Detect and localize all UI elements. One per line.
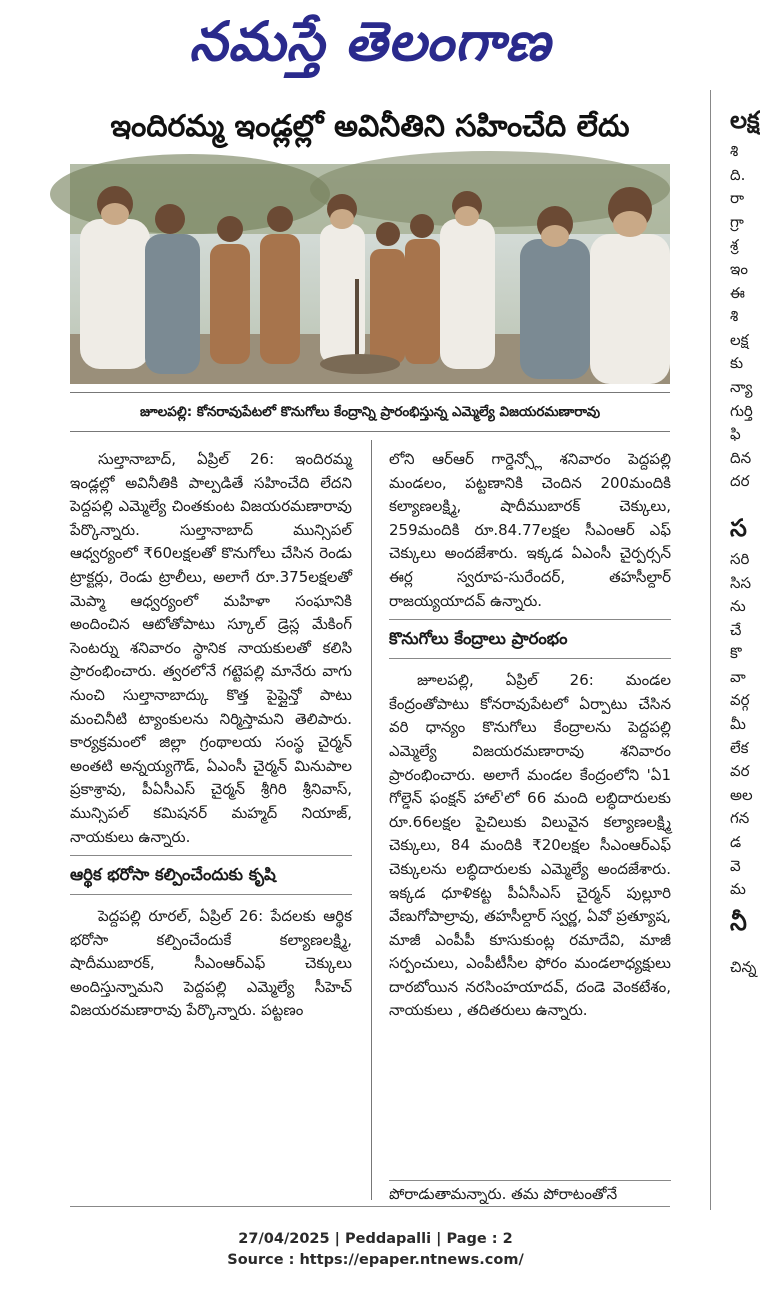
- article-column-right: [389, 448, 671, 1023]
- adjacent-line: మ: [730, 880, 746, 899]
- adjacent-line: వె: [730, 856, 741, 875]
- adjacent-line: రా: [730, 189, 745, 208]
- adjacent-line: లక్ష: [730, 330, 749, 349]
- adjacent-article-strip: [730, 100, 760, 979]
- adjacent-line: వర్గ: [730, 691, 750, 710]
- next-article-snippet: పోరాడుతామన్నారు. తమ పోరాటంతోనే: [389, 1180, 671, 1207]
- article-paragraph: సుల్తానాబాద్, ఏప్రిల్ 26: ఇందిరమ్మ ఇండ్లల్లో అవినీతికి పాల్పడితే సహించేది లేదని పెద్దపల్లి ఎమ్మెల్యే చింతకుంట విజయరమణారావు పేర్కొన్నారు. సుల్తానాబాద్ మున్సిపల్ ఆధ్వర్యంలో ₹60లక్షలతో కొనుగోలు చేసిన రెండు ట్రాక్టర్లు, రెండు ట్రాలీలు, అలాగే రూ.375లక్షలతో మెప్మా ఆధ్వర్యంలో మహిళా సంఘానికి అందించిన ఆటోతోపాటు స్కూల్ డ్రెస్ల మేకింగ్ సెంటర్ను శనివారం స్థానిక నాయకులతో కలిసి ప్రారంభించారు. త్వరలోనే గట్టెపల్లి మానేరు వాగు నుంచి సుల్తానాబాద్కు కొత్త పైప్లైన్తో పాటు మంచినీటి ట్యాంకులను నిర్మిస్తామని తెలిపారు. కార్యక్రమంలో జిల్లా గ్రంథాలయ సంస్థ చైర్మన్ అంతటి అన్నయ్యగౌడ్, ఏఎంసీ చైర్మన్ మినుపాల ప్రకాశ్రావు, పీఏసీఎస్ చైర్మన్ శ్రీగిరి శ్రీనివాస్, మున్సిపల్ కమిషనర్ మహ్మద్ నియాజ్, నాయకులు ఉన్నారు.: [70, 450, 352, 846]
- adjacent-line: సరి: [730, 549, 750, 568]
- adjacent-line: చిన్న: [730, 957, 757, 976]
- adjacent-line: శి: [730, 142, 739, 160]
- sidebar-divider: [710, 90, 711, 1210]
- adjacent-line: ను: [730, 597, 746, 616]
- adjacent-line: సిస: [730, 573, 752, 592]
- column-divider: [371, 440, 372, 1200]
- adjacent-line: లేక: [730, 738, 749, 757]
- adjacent-heading: లక్ష: [730, 106, 760, 134]
- footer-date-page: 27/04/2025 | Peddapalli | Page : 2: [238, 1231, 513, 1247]
- article-subheading: ఆర్థిక భరోసా కల్పించేందుకు కృషి: [70, 855, 352, 895]
- photo-caption: జూలపల్లి: కోనరావుపేటలో కొనుగోలు కేంద్రాన్ని ప్రారంభిస్తున్న ఎమ్మెల్యే విజయరమణారావు: [139, 404, 601, 420]
- adjacent-line: ఫి: [730, 425, 741, 444]
- adjacent-line: చే: [730, 620, 742, 639]
- adjacent-line: శి: [730, 307, 739, 326]
- adjacent-line: వర: [730, 762, 750, 781]
- adjacent-line: శ్ర: [730, 236, 739, 255]
- adjacent-line: దర: [730, 472, 750, 491]
- adjacent-line: దిన: [730, 448, 752, 467]
- article-paragraph: లోని ఆర్ఆర్ గార్డెన్స్లో శనివారం పెద్దపల్లి మండలం, పట్టణానికి చెందిన 200మందికి కల్యాణలక్ష్మి, షాదీముబారక్ చెక్కులు, 259మందికి రూ.84.77లక్షల సీఎంఆర్ ఎఫ్ చెక్కులు అందజేశారు. ఇక్కడ ఏఎంసీ చైర్పర్సన్ ఈర్ల స్వరూప-సురేందర్, తహసీల్దార్ రాజయ్యయాదవ్ ఉన్నారు.: [389, 450, 671, 610]
- article-subheading: కొనుగోలు కేంద్రాలు ప్రారంభం: [389, 619, 671, 659]
- photo-caption-box: [70, 392, 670, 432]
- adjacent-heading: స: [730, 513, 747, 542]
- adjacent-line: అల: [730, 785, 753, 804]
- article-paragraph: పెద్దపల్లి రూరల్, ఏప్రిల్ 26: పేదలకు ఆర్థిక భరోసా కల్పించేందుకే కల్యాణలక్ష్మి, షాదీముబారక్, సీఎంఆర్ఎఫ్ చెక్కులు అందిస్తున్నామని పెద్దపల్లి ఎమ్మెల్యే సీహెచ్ విజయరమణారావు పేర్కొన్నారు. పట్టణం: [70, 907, 352, 1020]
- adjacent-line: న్యా: [730, 377, 753, 396]
- article-photo: [70, 164, 670, 384]
- adjacent-heading: నీ: [730, 907, 747, 936]
- adjacent-line: గుర్తి: [730, 401, 753, 420]
- adjacent-line: ఈ: [730, 283, 745, 302]
- adjacent-line: కు: [730, 354, 744, 373]
- adjacent-line: వా: [730, 667, 746, 686]
- article-headline: ఇందిరమ్మ ఇండ్లల్లో అవినీతిని సహించేది లేదు: [110, 109, 630, 144]
- adjacent-line: కొ: [730, 644, 742, 663]
- adjacent-line: గ్రా: [730, 212, 744, 231]
- adjacent-line: డ: [730, 833, 742, 852]
- masthead-title: నమస్తే తెలంగాణ: [189, 10, 551, 73]
- adjacent-line: గన: [730, 809, 750, 828]
- article-column-left: [70, 448, 352, 1023]
- adjacent-line: ది.: [730, 165, 746, 184]
- article-paragraph: జూలపల్లి, ఏప్రిల్ 26: మండల కేంద్రంతోపాటు కోనరావుపేటలో ఏర్పాటు చేసిన వరి ధాన్యం కొనుగోలు కేంద్రాలను పెద్దపల్లి ఎమ్మెల్యే విజయరమణారావు శనివారం ప్రారంభించారు. అలాగే మండల కేంద్రంలోని 'ఏ1 గోల్డెన్ ఫంక్షన్ హాల్'లో 66 మంది లబ్ధిదారులకు రూ.66లక్షల పైచిలుకు విలువైన కల్యాణలక్ష్మి చెక్కులు, 84 మందికి ₹20లక్షల సీఎంఆర్ఎఫ్ చెక్కులను లబ్ధిదారులకు ఎమ్మెల్యే అందజేశారు. ఇక్కడ ధూళికట్ట పీఏసీఎస్ చైర్మన్ పుల్లూరి వేణుగోపాల్రావు, తహసీల్దార్ స్వర్ణ, ఏవో ప్రత్యూష, మాజీ ఎంపీపీ కూసుకుంట్ల రమాదేవి, మాజీ సర్పంచులు, ఎంపీటీసీల ఫోరం మండలాధ్యక్షులు దారబోయిన నరసింహయాదవ్, దండె వెంకటేశం, నాయకులు , తదితరులు ఉన్నారు.: [389, 671, 671, 1020]
- footer-source[interactable]: Source : https://epaper.ntnews.com/: [227, 1252, 524, 1268]
- adjacent-line: మీ: [730, 715, 746, 734]
- adjacent-line: ఇం: [730, 259, 748, 278]
